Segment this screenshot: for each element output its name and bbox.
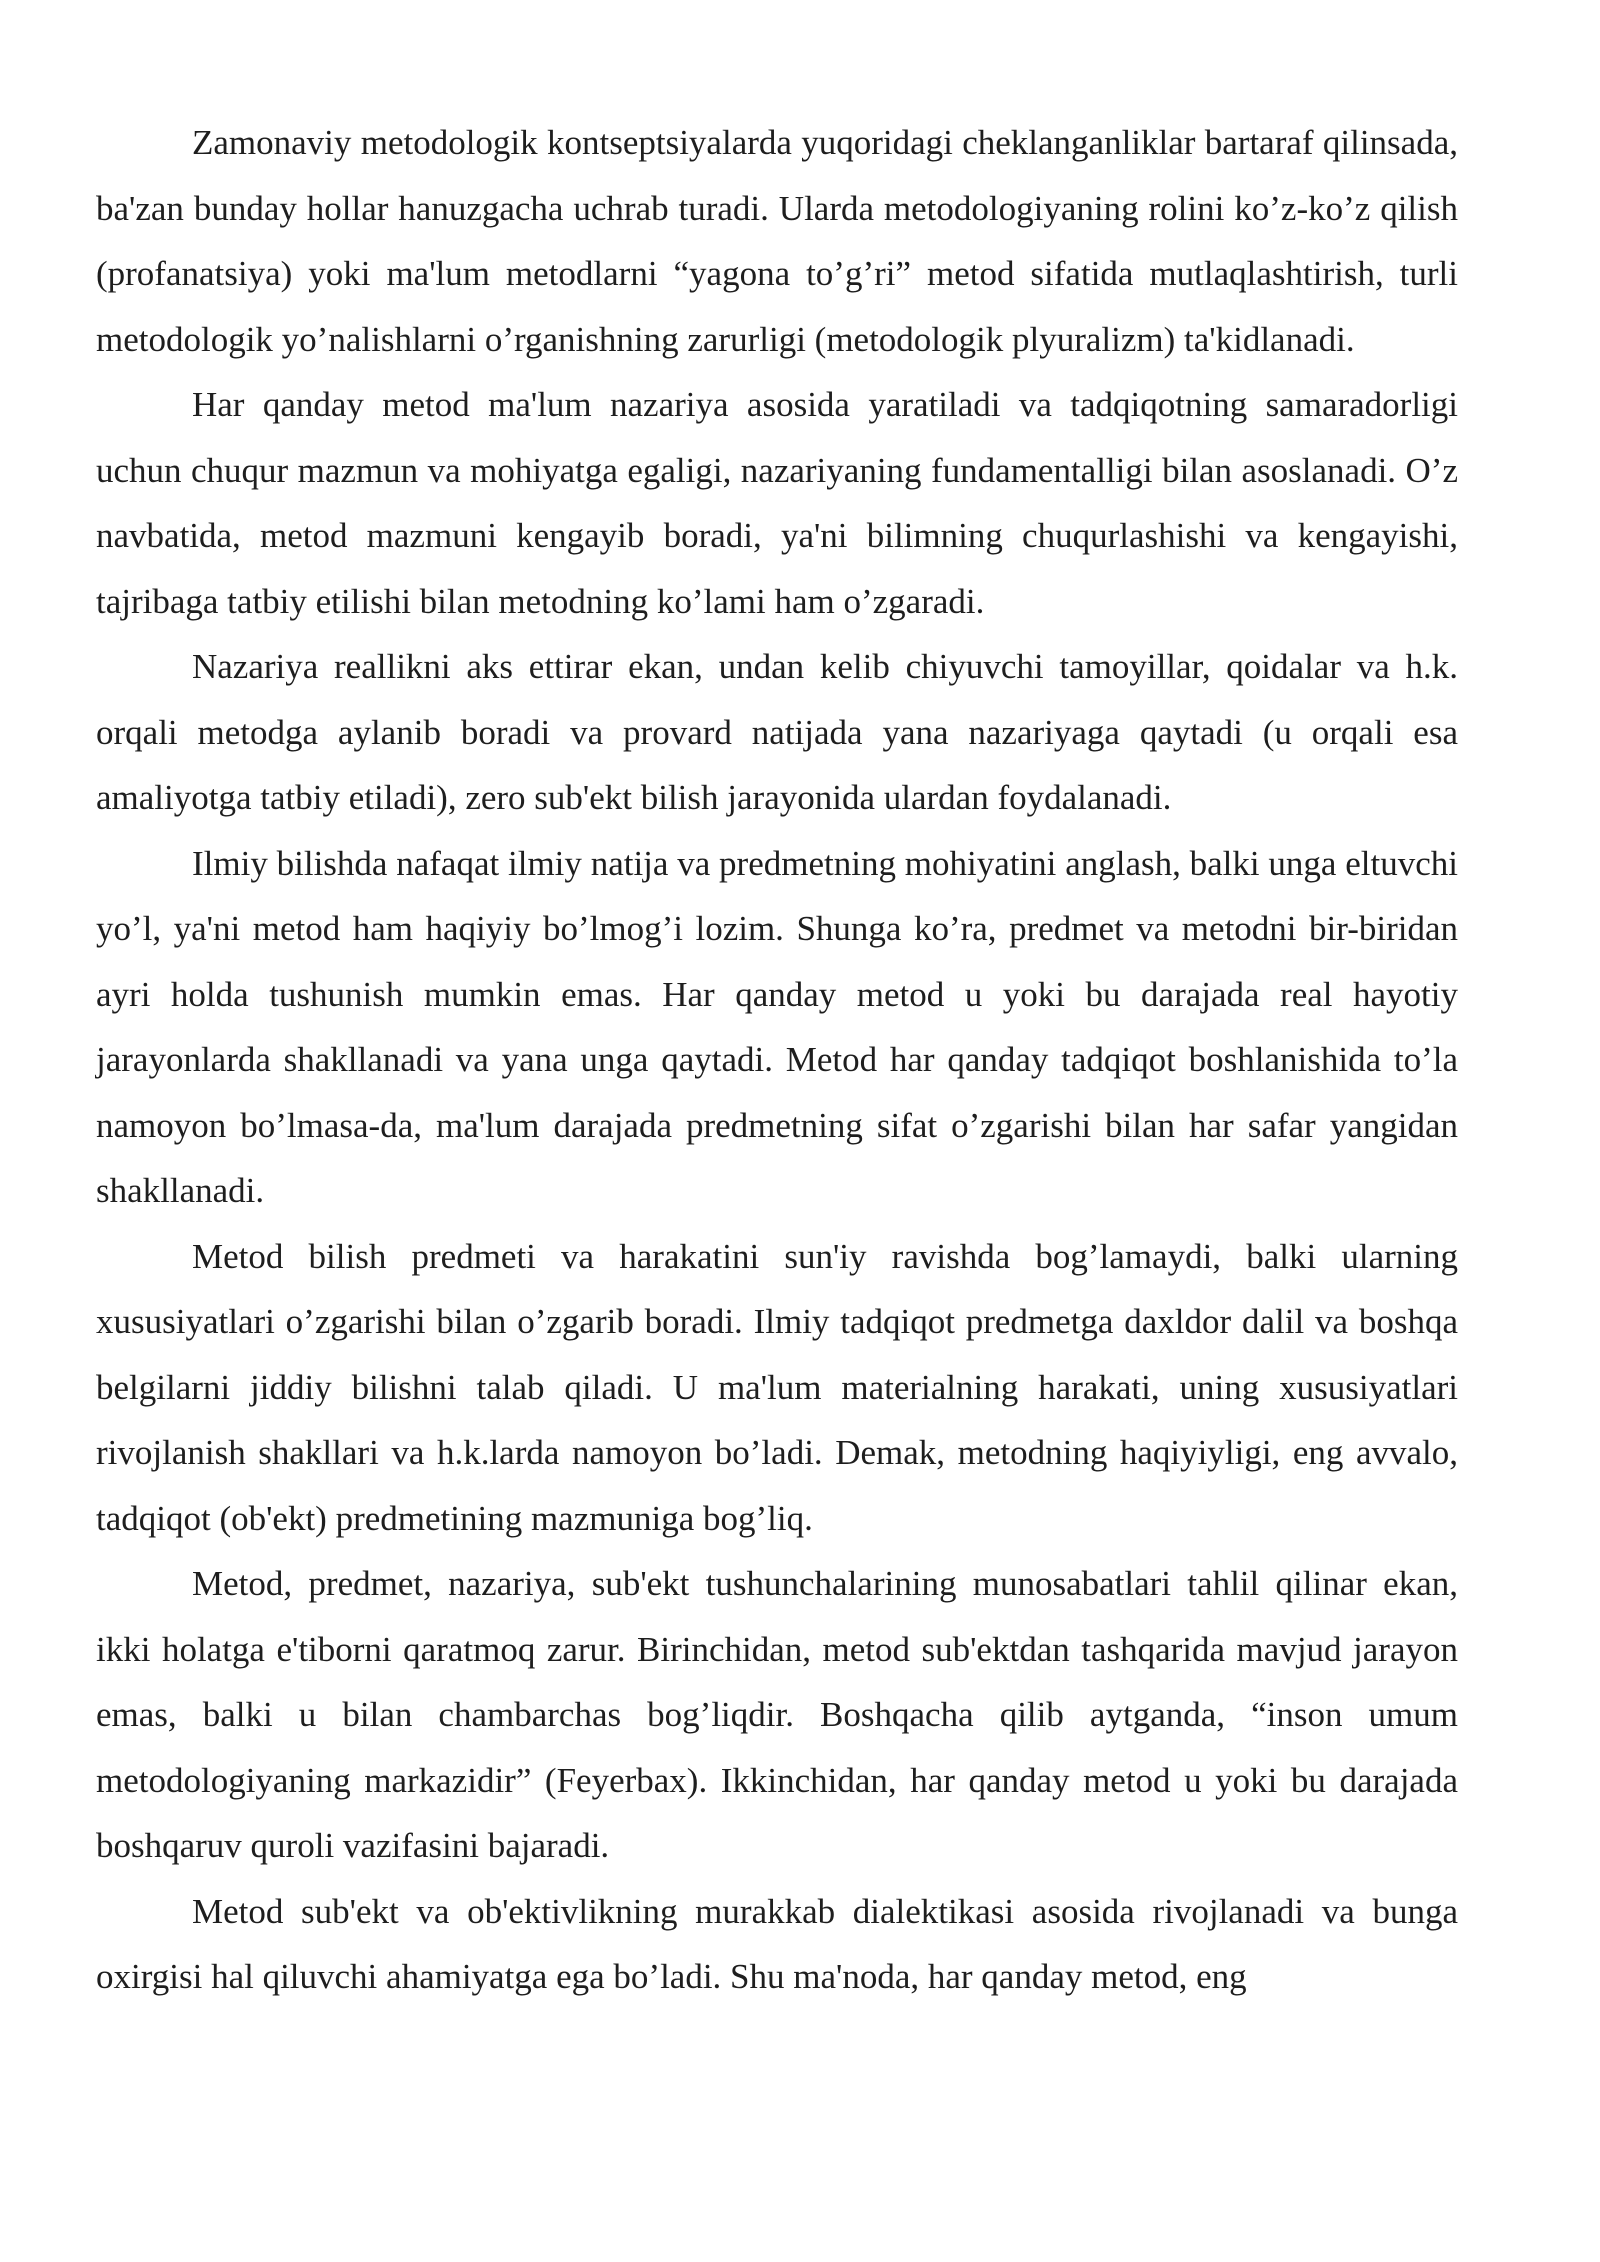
paragraph: Zamonaviy metodologik kontseptsiyalarda yuqoridagi cheklanganliklar bartaraf qilinsada, ba'zan bunday hollar hanuzgacha uchrab turadi. Ularda metodologiyaning rolini ko’z-ko’z qilish (profanatsiya) yoki ma'lum metodlarni “yagona to’g’ri” metod sifatida mutlaqlashtirish, turli metodologik yo’nalishlarni o’rganishning zarurligi (metodologik plyuralizm) ta'kidlanadi. [96, 123, 1458, 359]
document-page [96, 110, 1458, 2010]
paragraph: Metod bilish predmeti va harakatini sun'iy ravishda bog’lamaydi, balki ularning xususiyatlari o’zgarishi bilan o’zgarib boradi. Ilmiy tadqiqot predmetga daxldor dalil va boshqa belgilarni jiddiy bilishni talab qiladi. U ma'lum materialning harakati, uning xususiyatlari rivojlanish shakllari va h.k.larda namoyon bo’ladi. Demak, metodning haqiyiyligi, eng avvalo, tadqiqot (ob'ekt) predmetining mazmuniga bog’liq. [96, 1236, 1458, 1538]
paragraph: Metod, predmet, nazariya, sub'ekt tushunchalarining munosabatlari tahlil qilinar ekan, ikki holatga e'tiborni qaratmoq zarur. Birinchidan, metod sub'ektdan tashqarida mavjud jarayon emas, balki u bilan chambarchas bog’liqdir. Boshqacha qilib aytganda, “inson umum metodologiyaning markazidir” (Feyerbax). Ikkinchidan, har qanday metod u yoki bu darajada boshqaruv quroli vazifasini bajaradi. [96, 1564, 1458, 1865]
paragraph: Nazariya reallikni aks ettirar ekan, undan kelib chiyuvchi tamoyillar, qoidalar va h.k. orqali metodga aylanib boradi va provard natijada yana nazariyaga qaytadi (u orqali esa amaliyotga tatbiy etiladi), zero sub'ekt bilish jarayonida ulardan foydalanadi. [96, 647, 1458, 817]
paragraph: Ilmiy bilishda nafaqat ilmiy natija va predmetning mohiyatini anglash, balki unga eltuvchi yo’l, ya'ni metod ham haqiyiy bo’lmog’i lozim. Shunga ko’ra, predmet va metodni bir-biridan ayri holda tushunish mumkin emas. Har qanday metod u yoki bu darajada real hayotiy jarayonlarda shakllanadi va yana unga qaytadi. Metod har qanday tadqiqot boshlanishida to’la namoyon bo’lmasa-da, ma'lum darajada predmetning sifat o’zgarishi bilan har safar yangidan shakllanadi. [96, 843, 1458, 1210]
paragraph: Har qanday metod ma'lum nazariya asosida yaratiladi va tadqiqotning samaradorligi uchun chuqur mazmun va mohiyatga egaligi, nazariyaning fundamentalligi bilan asoslanadi. O’z navbatida, metod mazmuni kengayib boradi, ya'ni bilimning chuqurlashishi va kengayishi, tajribaga tatbiy etilishi bilan metodning ko’lami ham o’zgaradi. [96, 385, 1458, 621]
paragraph-continued: Metod sub'ekt va ob'ektivlikning murakkab dialektikasi asosida rivojlanadi va bunga oxirgisi hal qiluvchi ahamiyatga ega bo’ladi. Shu ma'noda, har qanday metod, eng [96, 1891, 1458, 1996]
